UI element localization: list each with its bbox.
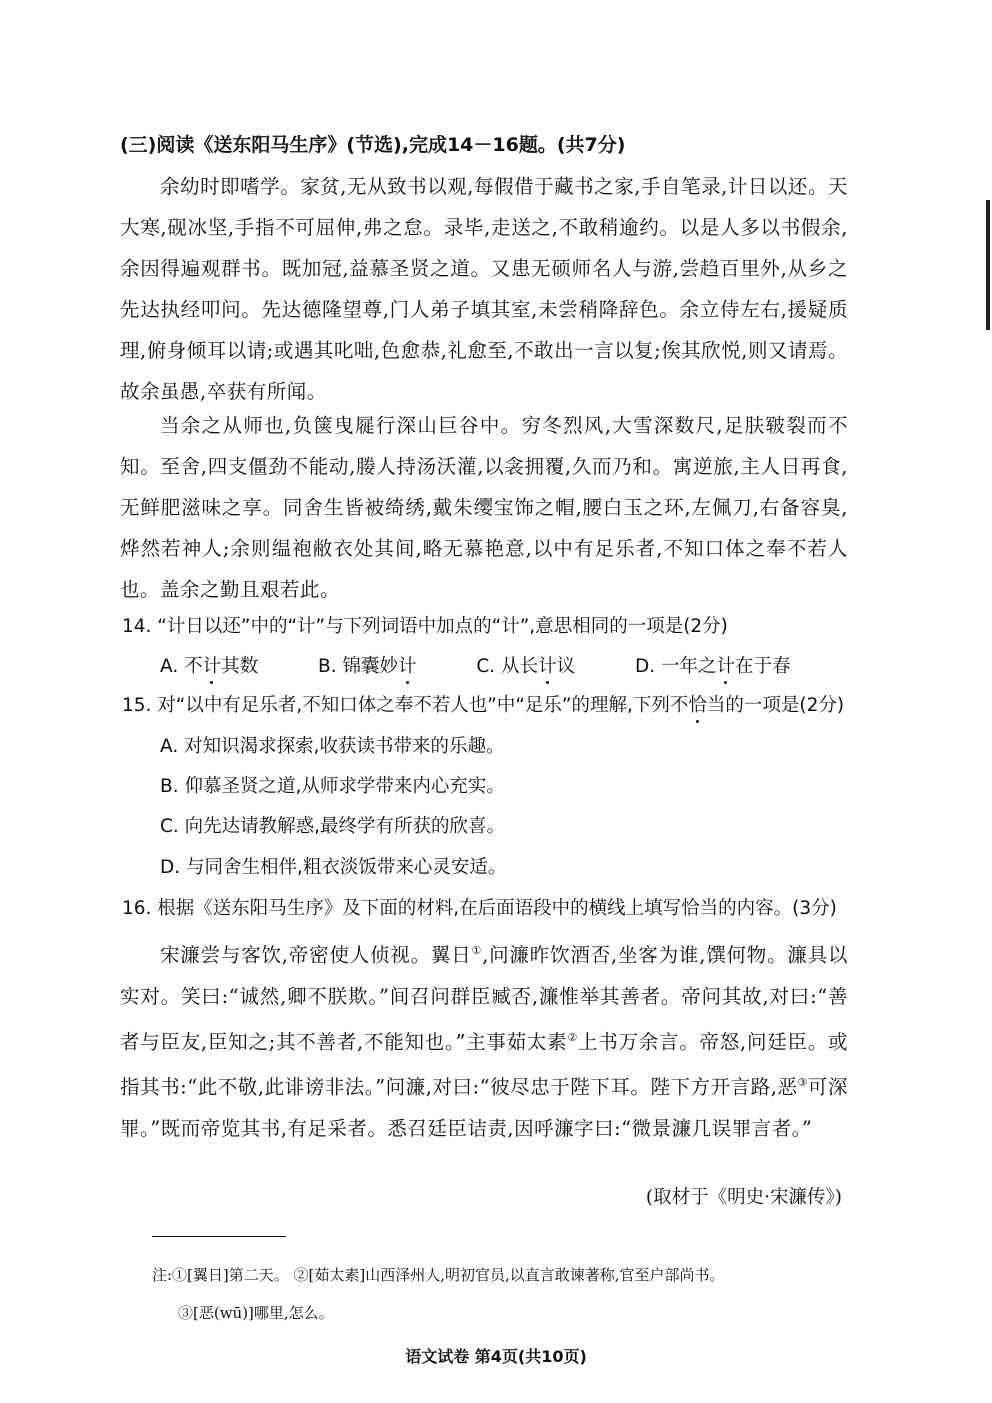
dotted-char: 计 — [717, 652, 736, 678]
dotted-char: 计 — [538, 652, 557, 678]
question-14-option-a[interactable]: A. 不计其数 — [160, 652, 258, 678]
question-14-options — [160, 652, 845, 678]
scan-edge-mark — [986, 200, 990, 330]
question-15-option-c[interactable]: C. 向先达请教解惑,最终学有所获的欣喜。 — [160, 816, 506, 837]
question-15-option-d[interactable]: D. 与同舍生相伴,粗衣淡饭带来心灵安适。 — [160, 857, 507, 878]
footnote-ref-3: ③ — [797, 1076, 808, 1089]
dotted-char: 计 — [398, 652, 417, 678]
section-title: (三)阅读《送东阳马生序》(节选),完成14－16题。(共7分) — [120, 134, 626, 156]
question-16-material: 宋濂尝与客饮,帝密使人侦视。翼日①,问濂昨饮酒否,坐客为谁,馔何物。濂具以实对。笑曰:“诚然,卿不朕欺。”间召问群臣臧否,濂惟举其善者。帝问其故,对曰:“善者与臣友,臣知之;其不善者,不能知也。”主事茹太素②上书万余言。帝怒,问廷臣。或指其书:“此不敬,此诽谤非法。”问濂,对曰:“彼尽忠于陛下耳。陛下方开言路,恶③可深罪。”既而帝览其书,有足采者。悉召廷臣诘责,因呼濂字曰:“微景濂几误罪言者。” — [120, 943, 849, 1140]
question-14-stem: 14. “计日以还”中的“计”与下列词语中加点的“计”,意思相同的一项是(2分) — [122, 616, 728, 637]
question-16-stem: 16. 根据《送东阳马生序》及下面的材料,在后面语段中的横线上填写恰当的内容。(3分) — [122, 898, 837, 919]
dotted-char: 计 — [203, 652, 222, 678]
footnote-ref-1: ① — [471, 944, 483, 957]
question-14-option-c[interactable]: C. 从长计议 — [476, 652, 575, 678]
passage-paragraph-2: 当余之从师也,负箧曳屣行深山巨谷中。穷冬烈风,大雪深数尺,足肤皲裂而不知。至舍,四支僵劲不能动,媵人持汤沃灌,以衾拥覆,久而乃和。寓逆旅,主人日再食,无鲜肥滋味之享。同舍生皆被绮绣,戴朱缨宝饰之帽,腰白玉之环,左佩刀,右备容臭,烨然若神人;余则缊袍敝衣处其间,略无慕艳意,以中有足乐者,不知口体之奉不若人也。盖余之勤且艰若此。 — [120, 414, 848, 601]
question-15-stem: 15. 对“以中有足乐者,不知口体之奉不若人也”中“足乐”的理解,下列不恰当的一项是(2分) — [122, 691, 844, 717]
question-15-option-b[interactable]: B. 仰慕圣贤之道,从师求学带来内心充实。 — [160, 776, 505, 797]
footnote-line-1: 注:①[翼日]第二天。 ②[茹太素]山西泽州人,明初官员,以直言敢谏著称,官至户部尚书。 — [152, 1266, 725, 1284]
page-footer: 语文试卷 第4页(共10页) — [405, 1347, 587, 1366]
footnote-line-2: ③[恶(wū)]哪里,怎么。 — [178, 1304, 334, 1322]
dotted-phrase: 不恰当 — [670, 691, 726, 717]
passage-paragraph-1: 余幼时即嗜学。家贫,无从致书以观,每假借于藏书之家,手自笔录,计日以还。天大寒,砚冰坚,手指不可屈伸,弗之怠。录毕,走送之,不敢稍逾约。以是人多以书假余,余因得遍观群书。既加冠,益慕圣贤之道。又患无硕师名人与游,尝趋百里外,从乡之先达执经叩问。先达德隆望尊,门人弟子填其室,未尝稍降辞色。余立侍左右,援疑质理,俯身倾耳以请;或遇其叱咄,色愈恭,礼愈至,不敢出一言以复;俟其欣悦,则又请焉。故余虽愚,卒获有所闻。 — [120, 175, 848, 403]
footnote-divider — [152, 1236, 286, 1237]
question-14-option-d[interactable]: D. 一年之计在于春 — [635, 652, 791, 678]
question-14-option-b[interactable]: B. 锦囊妙计 — [318, 652, 416, 678]
question-15-option-a[interactable]: A. 对知识渴求探索,收获读书带来的乐趣。 — [160, 736, 505, 757]
footnote-ref-2: ② — [567, 1030, 579, 1044]
material-source: (取材于《明史·宋濂传》) — [645, 1187, 842, 1208]
